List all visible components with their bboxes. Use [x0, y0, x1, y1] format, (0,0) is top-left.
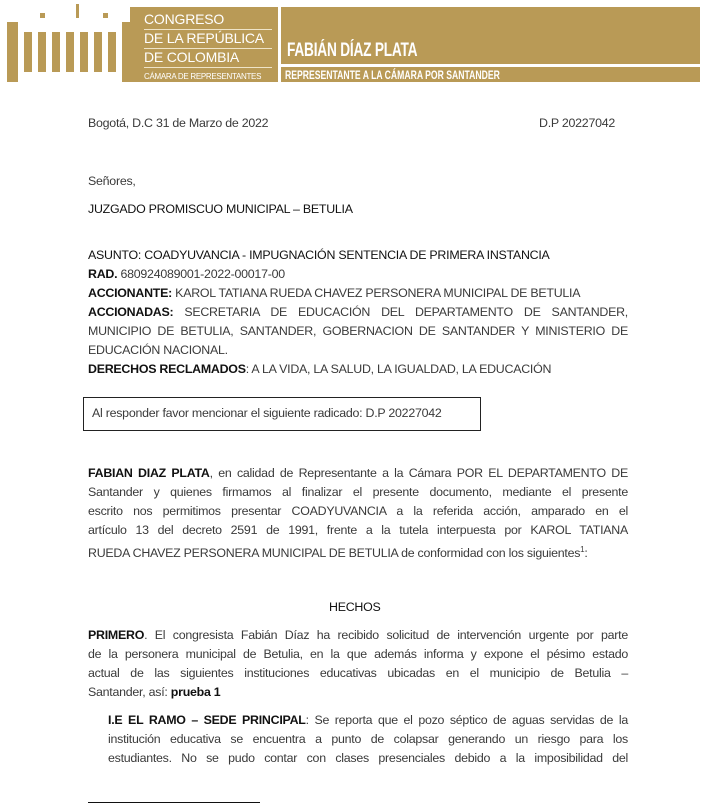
accionante-line: ACCIONANTE: KAROL TATIANA RUEDA CHAVEZ PERSONERA MUNICIPAL DE BETULIA	[88, 286, 581, 300]
recipient: JUZGADO PROMISCUO MUNICIPAL – BETULIA	[88, 202, 353, 216]
congreso-line: DE LA REPÚBLICA	[144, 30, 264, 46]
camara-label: CÁMARA DE REPRESENTANTES	[144, 72, 262, 81]
representative-block	[281, 7, 700, 82]
salutation: Señores,	[88, 174, 136, 188]
letter-reference: D.P 20227042	[539, 116, 616, 130]
congreso-block	[130, 7, 278, 82]
representative-name: FABIÁN DÍAZ PLATA	[287, 40, 418, 61]
radicado-notice-box	[83, 397, 481, 431]
hechos-heading: HECHOS	[329, 600, 381, 614]
letter-date: Bogotá, D.C 31 de Marzo de 2022	[88, 116, 269, 130]
rad-line: RAD. 680924089001-2022-00017-00	[88, 267, 285, 281]
intro-paragraph: FABIAN DIAZ PLATA, en calidad de Representante a la Cámara POR EL DEPARTAMENTO DE Santander y quienes firmamos al finalizar el presente documento, mediante el presente escrito nos permitimos presentar COADYUVANCIA a la referida acción, amparado en el artículo 13 del decreto 2591 de 1991, frente a la tutela interpuesta por KAROL TATIANA RUEDA CHAVEZ PERSONERA MUNICIPAL DE BETULIA de conformidad con los siguientes$^1$:	[88, 466, 629, 561]
congreso-line: CONGRESO	[144, 11, 225, 27]
accionadas-block: ACCIONADAS: SECRETARIA DE EDUCACIÓN DEL DEPARTAMENTO DE SANTANDER, MUNICIPIO DE BETULIA, SANTANDER, GOBERNACION DE SANTANDER Y MINISTERIO DE EDUCACIÓN NACIONAL.	[88, 305, 628, 357]
footnote-mark[interactable]: 1	[580, 545, 585, 554]
asunto: ASUNTO: COADYUVANCIA - IMPUGNACIÓN SENTENCIA DE PRIMERA INSTANCIA	[88, 248, 550, 262]
letterhead	[0, 0, 718, 88]
derechos-line: DERECHOS RECLAMADOS: A LA VIDA, LA SALUD, LA IGUALDAD, LA EDUCACIÓN	[88, 362, 552, 376]
representative-subtitle: REPRESENTANTE A LA CÁMARA POR SANTANDER	[285, 68, 500, 82]
footnote-separator	[88, 802, 260, 803]
primero-paragraph: PRIMERO. El congresista Fabián Díaz ha recibido solicitud de intervención urgente por parte de la personera municipal de Betulia, en la que además informa y expone el pésimo estado actual de las siguientes instituciones educativas ubicadas en el municipio de Betulia – Santander, así: prueba 1	[88, 628, 628, 699]
ie-el-ramo-paragraph: I.E EL RAMO – SEDE PRINCIPAL: Se reporta que el pozo séptico de aguas servidas de la institución educativa se encuentra a punto de colapsar generando un riesgo para los estudiantes. No se pudo contar con clases presenciales debido a la imposibilidad del	[108, 713, 628, 765]
congreso-line: DE COLOMBIA	[144, 49, 240, 65]
radicado-notice: Al responder favor mencionar el siguiente radicado: D.P 20227042	[92, 406, 442, 420]
